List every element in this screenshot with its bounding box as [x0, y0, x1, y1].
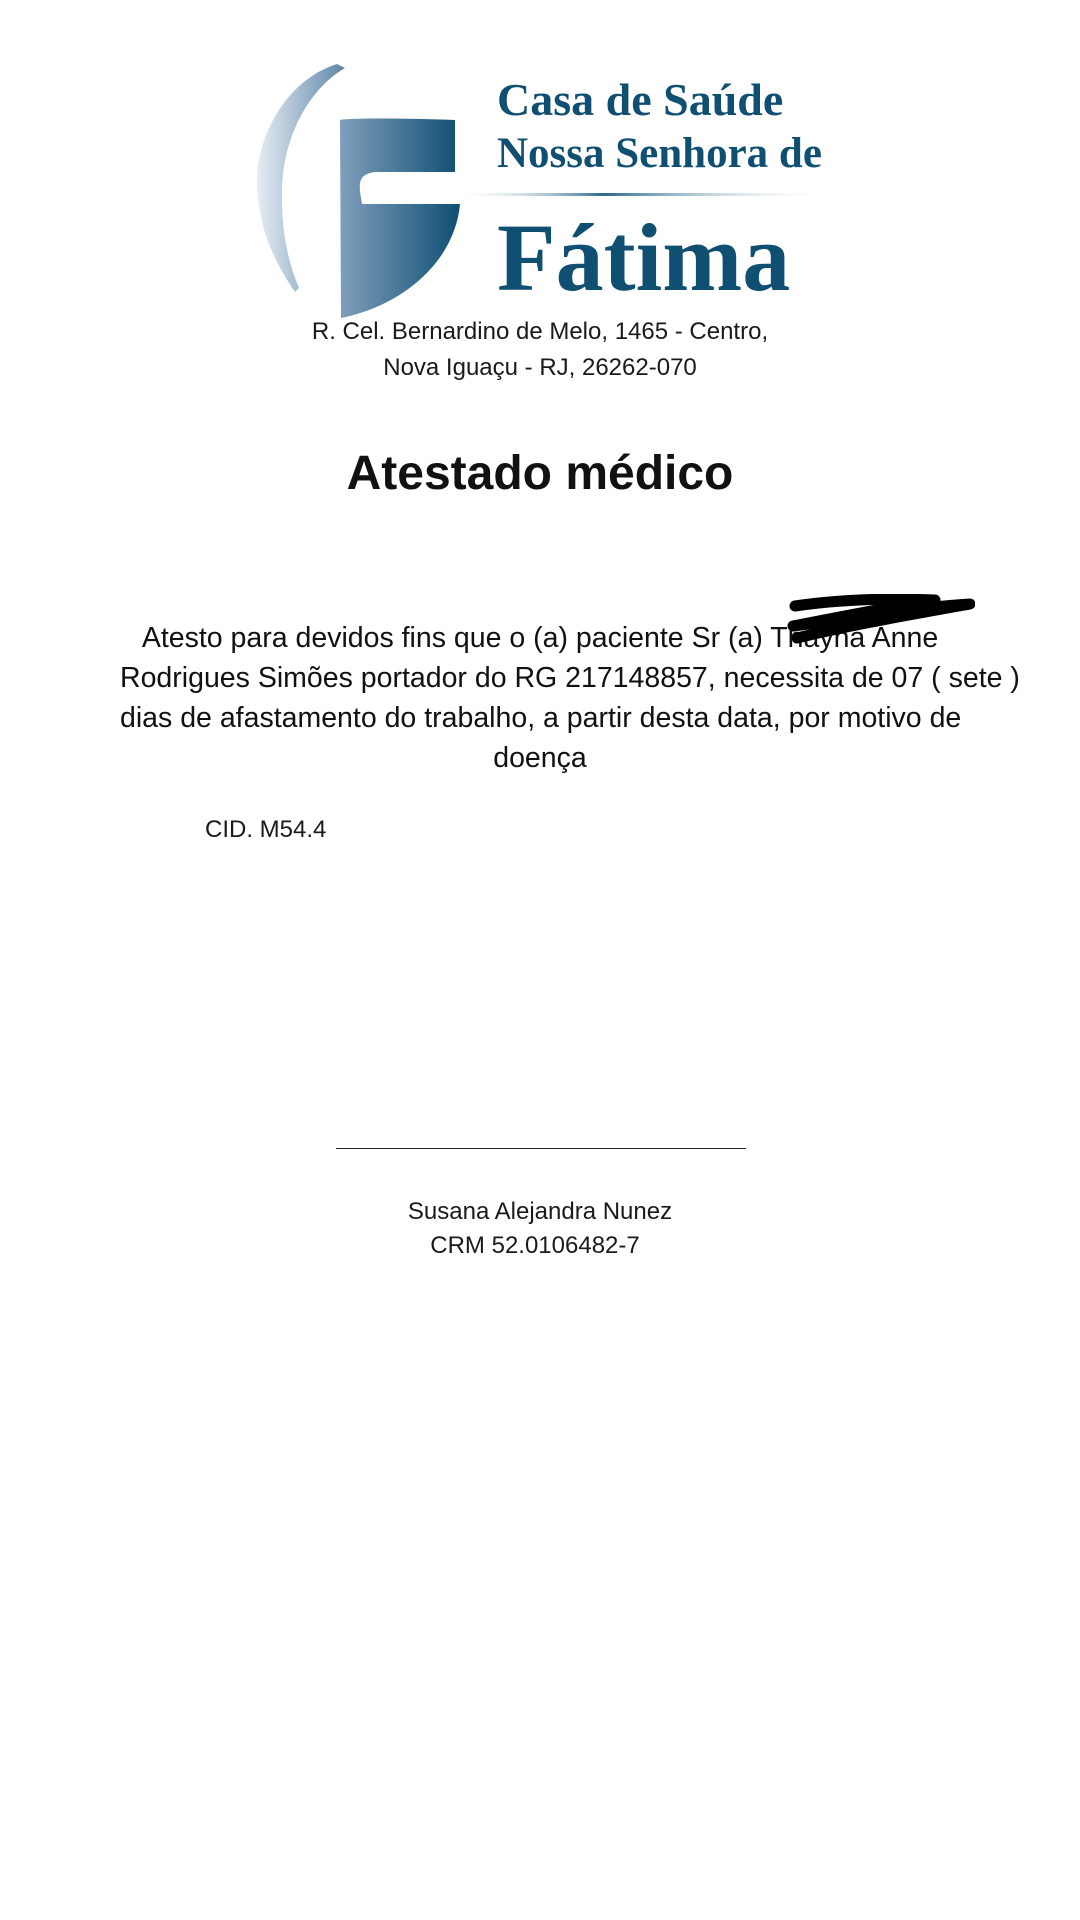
- clinic-address: [0, 314, 1080, 386]
- body-line-1: Atesto para devidos fins que o (a) paciente Sr (a) Thayna Anne: [141, 622, 939, 654]
- logo-divider: [450, 193, 835, 196]
- document-title: Atestado médico: [346, 447, 734, 500]
- signature-line: [336, 1148, 746, 1149]
- logo-text-line3: Fátima: [497, 204, 791, 311]
- body-line-2: Rodrigues Simões portador do RG 217148857, necessita de 07 ( sete ): [120, 662, 1020, 694]
- logo-text-line1: Casa de Saúde: [497, 74, 784, 125]
- logo-text-line2: Nossa Senhora de: [497, 130, 822, 177]
- doctor-crm: CRM 52.0106482-7: [430, 1232, 640, 1259]
- address-line-2: Nova Iguaçu - RJ, 26262-070: [383, 354, 697, 381]
- body-line-3: dias de afastamento do trabalho, a partir desta data, por motivo de: [120, 702, 962, 734]
- logo-c-shape: [257, 64, 345, 292]
- body-line-4: doença: [493, 742, 587, 774]
- address-line-1: R. Cel. Bernardino de Melo, 1465 - Centro,: [311, 318, 769, 345]
- clinic-logo: [255, 60, 835, 320]
- redaction-scribble: [785, 594, 975, 644]
- doctor-signature-block: [0, 1195, 1080, 1263]
- logo-f-shape: [340, 119, 460, 319]
- doctor-name: Susana Alejandra Nunez: [407, 1198, 673, 1225]
- cid-code: CID. M54.4: [205, 816, 327, 843]
